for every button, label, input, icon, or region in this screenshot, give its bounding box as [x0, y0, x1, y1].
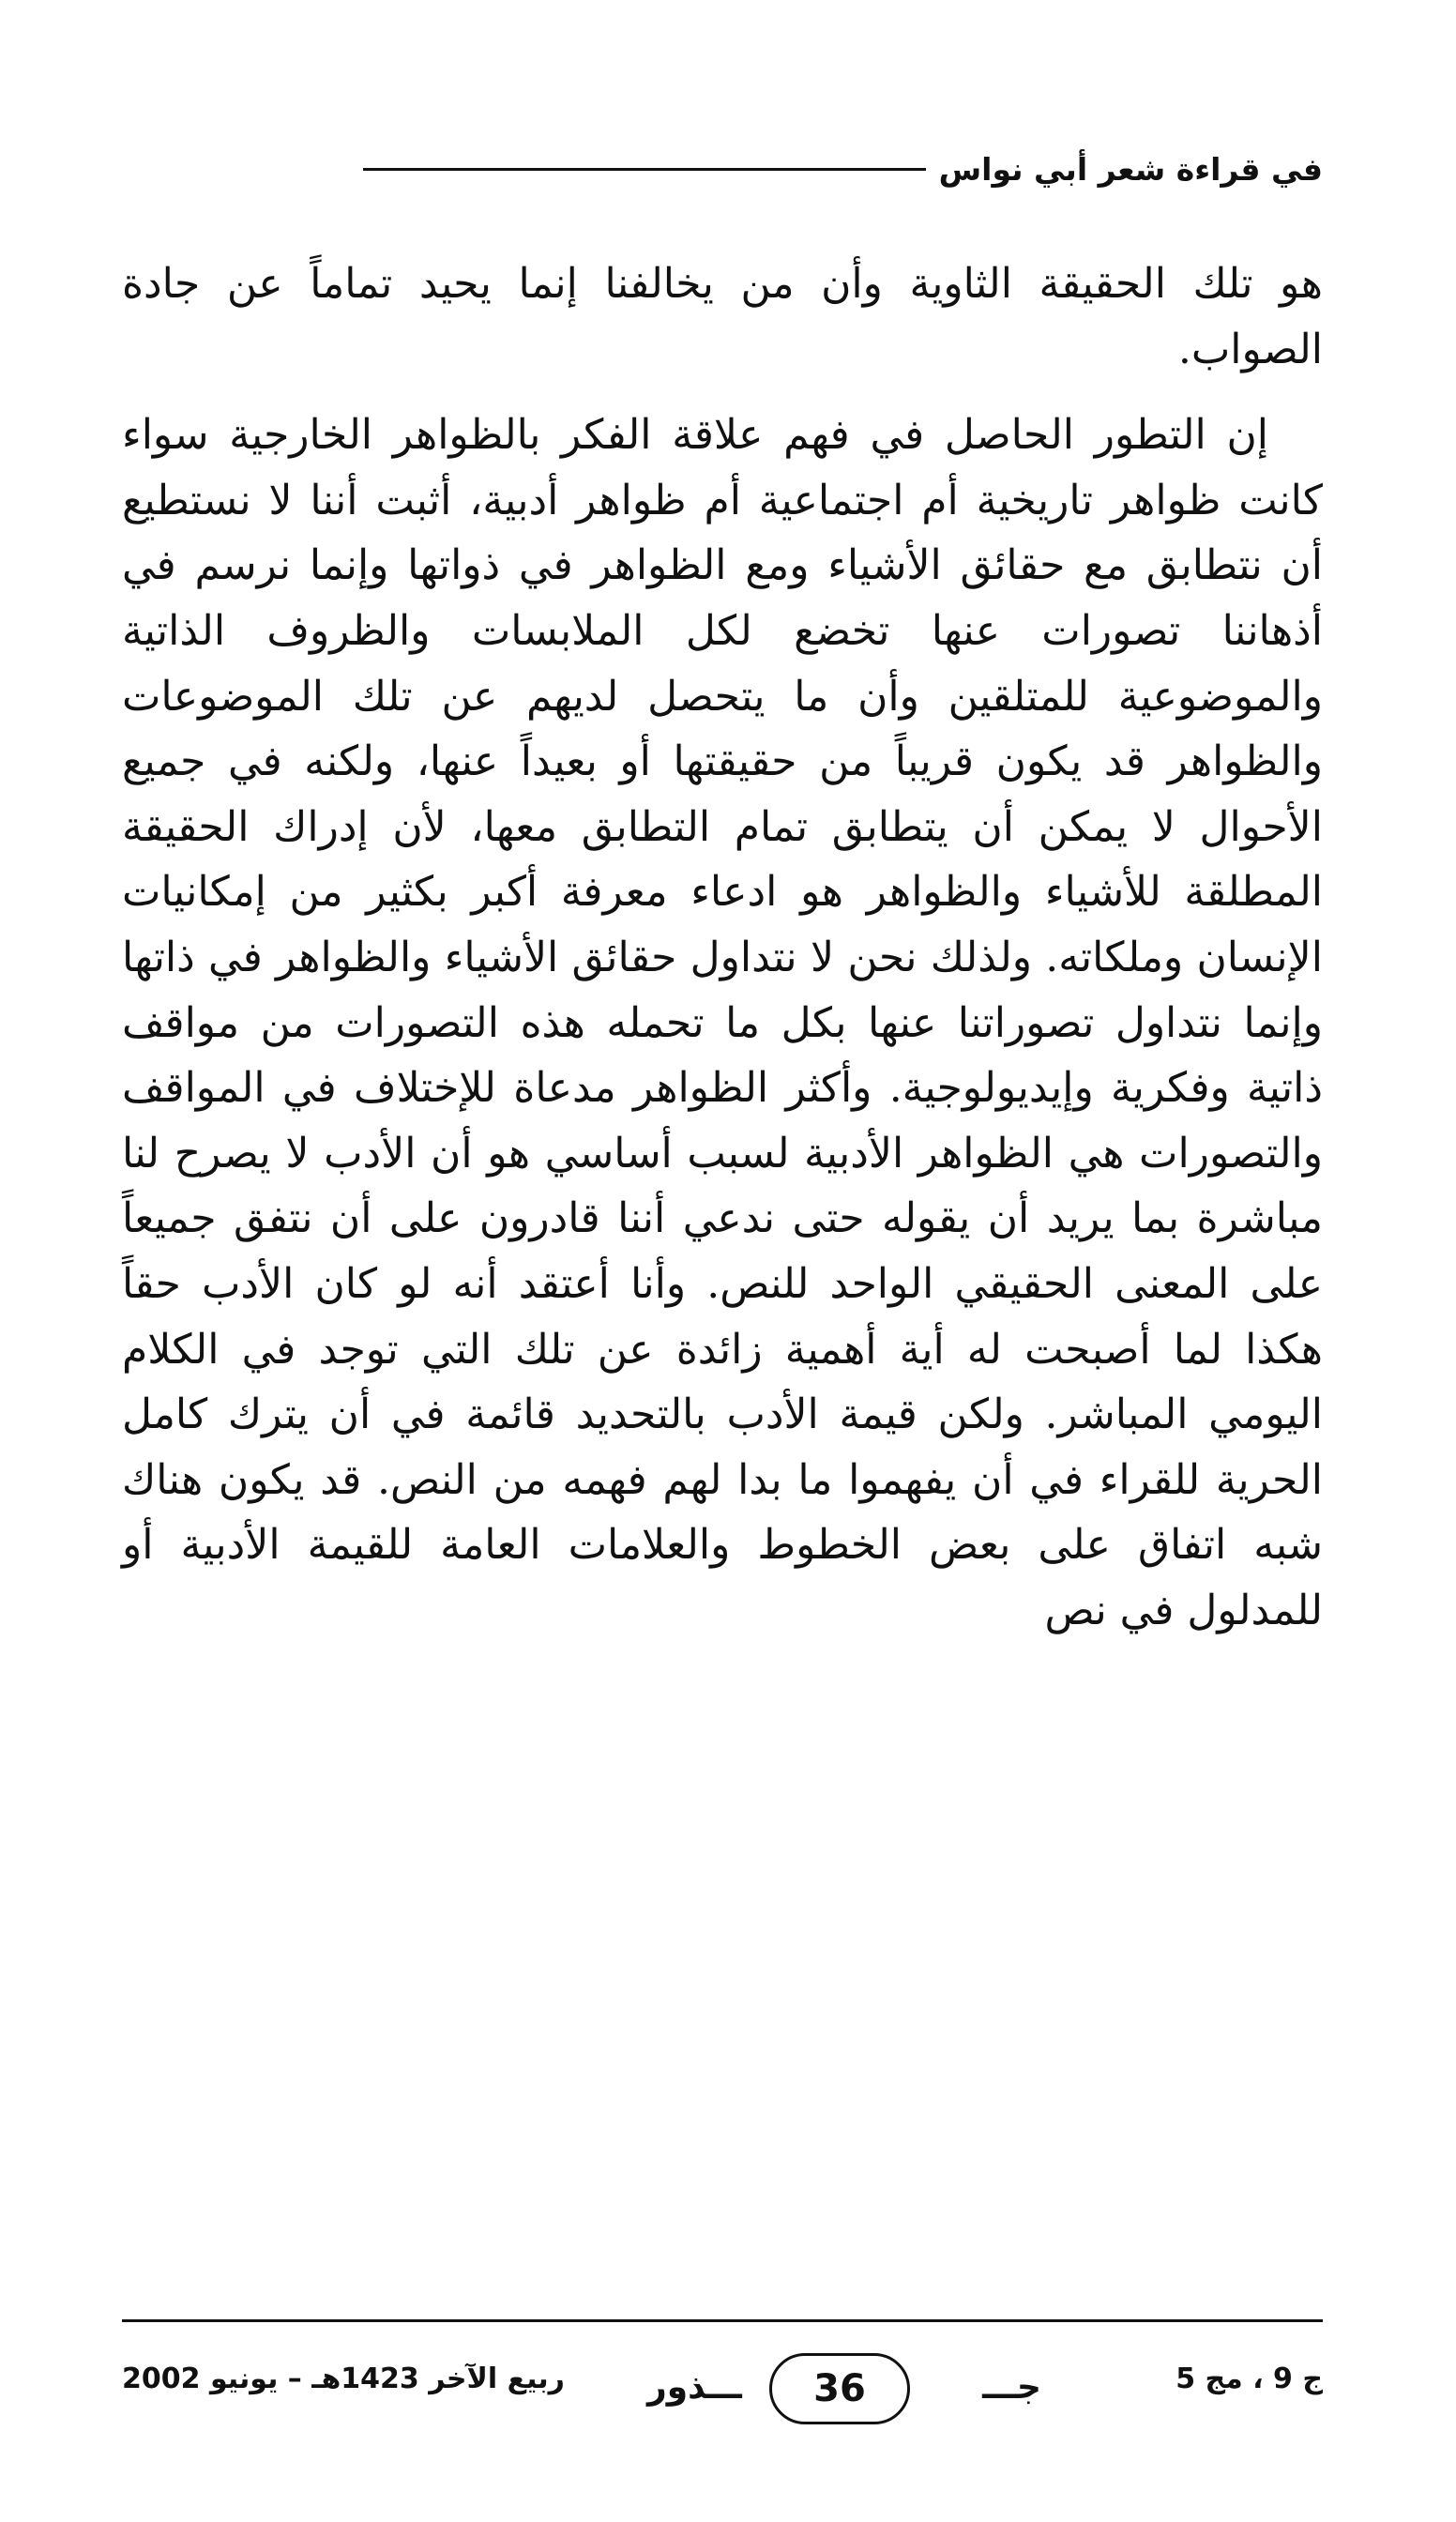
footer-volume: ج 9 ، مج 5 [1175, 2362, 1323, 2395]
journal-name-start: جـــ [982, 2368, 1041, 2407]
footer-date: ربيع الآخر 1423هـ – يونيو 2002 [122, 2362, 565, 2395]
paragraph-1: هو تلك الحقيقة الثاوية وأن من يخالفنا إنما يحيد تماماً عن جادة الصواب. [122, 260, 1323, 373]
page-footer [122, 2336, 1323, 2439]
page-number-text: 36 [813, 2367, 866, 2410]
body-text [122, 251, 1323, 1643]
paragraph-2: إن التطور الحاصل في فهم علاقة الفكر بالظواهر الخارجية سواء كانت ظواهر تاريخية أم اجتماعية أم ظواهر أدبية، أثبت أننا لا نستطيع أن نتطابق مع حقائق الأشياء ومع الظواهر في ذواتها وإنما نرسم في أذهاننا تصورات عنها تخضع لكل الملابسات والظروف الذاتية والموضوعية للمتلقين وأن ما يتحصل لديهم عن تلك الموضوعات والظواهر قد يكون قريباً من حقيقتها أو بعيداً عنها، ولكنه في جميع الأحوال لا يمكن أن يتطابق تمام التطابق معها، لأن إدراك الحقيقة المطلقة للأشياء والظواهر هو ادعاء معرفة أكبر بكثير من إمكانيات الإنسان وملكاته. ولذلك نحن لا نتداول حقائق الأشياء والظواهر في ذاتها وإنما نتداول تصوراتنا عنها بكل ما تحمله هذه التصورات من مواقف ذاتية وفكرية وإيديولوجية. وأكثر الظواهر مدعاة للإختلاف في المواقف والتصورات هي الظواهر الأدبية لسبب أساسي هو أن الأدب لا يصرح لنا مباشرة بما يريد أن يقوله حتى ندعي أننا قادرون على أن نتفق جميعاً على المعنى الحقيقي الواحد للنص. وأنا أعتقد أنه لو كان الأدب حقاً هكذا لما أصبحت له أية أهمية زائدة عن تلك التي توجد في الكلام اليومي المباشر. ولكن قيمة الأدب بالتحديد قائمة في أن يترك كامل الحرية للقراء في أن يفهموا ما بدا لهم فهمه من النص. قد يكون هناك شبه اتفاق على بعض الخطوط والعلامات العامة للقيمة الأدبية أو للمدلول في نص [122, 411, 1323, 1634]
footer-rule [122, 2319, 1323, 2322]
running-header-title: في قراءة شعر أبي نواس [938, 150, 1323, 188]
header-rule [363, 168, 926, 171]
running-header [122, 141, 1323, 197]
journal-name-end: ـــذور [647, 2368, 742, 2407]
journal-name [647, 2346, 1041, 2430]
page-number [769, 2353, 910, 2424]
